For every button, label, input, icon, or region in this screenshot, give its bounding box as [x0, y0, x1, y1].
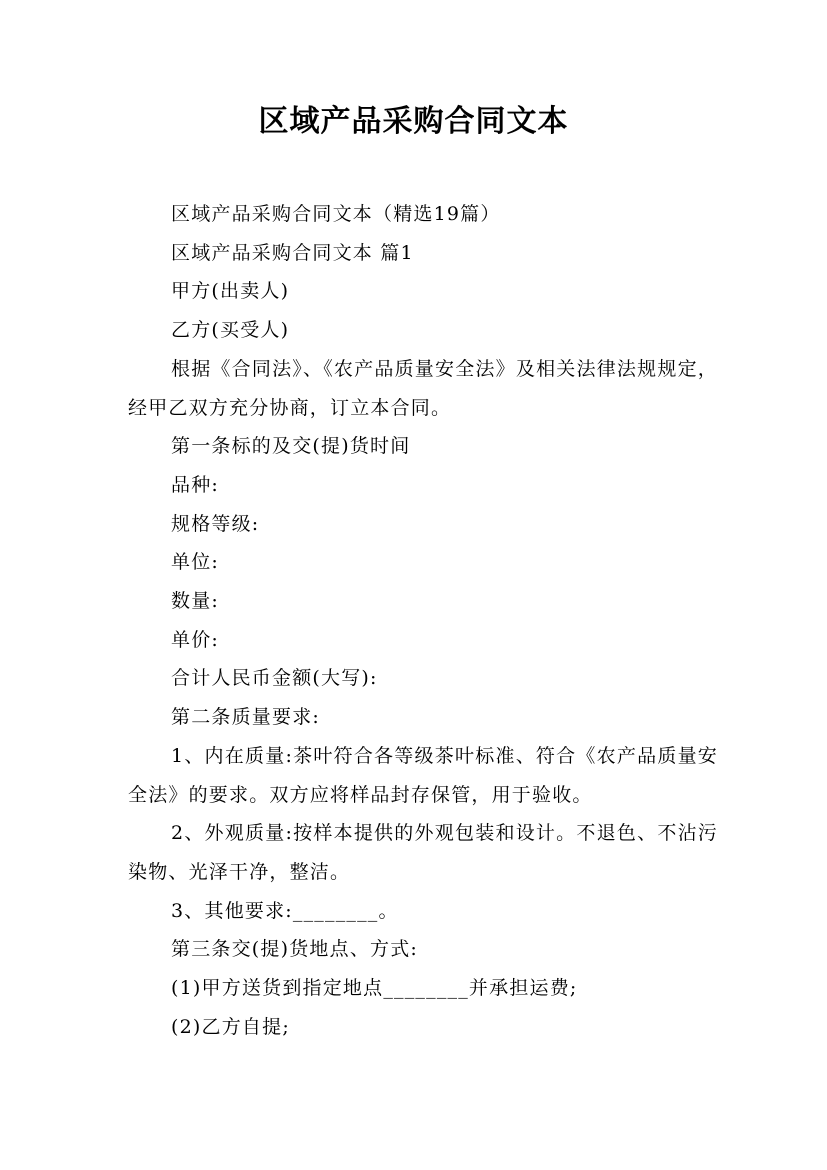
paragraph-party-a: 甲方(出卖人) [171, 280, 290, 303]
paragraph-appearance-quality: 2、外观质量:按样本提供的外观包装和设计。不退色、不沾污染物、光泽干净，整洁。 [128, 822, 718, 883]
paragraph-delivery-option-2: (2)乙方自提; [171, 1015, 290, 1038]
paragraph-delivery-option-1: (1)甲方送货到指定地点________并承担运费; [171, 977, 578, 1000]
paragraph-section-heading: 区域产品采购合同文本 篇1 [171, 241, 414, 264]
paragraph-grade: 规格等级: [171, 512, 260, 535]
paragraph-quantity: 数量: [171, 590, 220, 613]
paragraph-other-requirements: 3、其他要求:________。 [171, 899, 399, 922]
paragraph-article-2: 第二条质量要求: [171, 706, 321, 729]
paragraph-basis: 根据《合同法》、《农产品质量安全法》及相关法律法规规定，经甲乙双方充分协商，订立本合同。 [128, 357, 718, 419]
paragraph-party-b: 乙方(买受人) [171, 319, 290, 342]
paragraph-variety: 品种: [171, 473, 220, 496]
paragraph-unit: 单位: [171, 551, 220, 574]
paragraph-inner-quality: 1、内在质量:茶叶符合各等级茶叶标准、符合《农产品质量安全法》的要求。双方应将样品封存保管，用于验收。 [128, 744, 718, 806]
paragraph-unit-price: 单价: [171, 628, 220, 651]
document-title: 区域产品采购合同文本 [258, 104, 569, 139]
paragraph-total-amount: 合计人民币金额(大写): [171, 667, 378, 690]
paragraph-article-1: 第一条标的及交(提)货时间 [171, 435, 411, 458]
paragraph-article-3: 第三条交(提)货地点、方式: [171, 938, 419, 961]
paragraph-subtitle: 区域产品采购合同文本（精选19篇） [171, 203, 501, 225]
document-body [128, 195, 718, 1046]
